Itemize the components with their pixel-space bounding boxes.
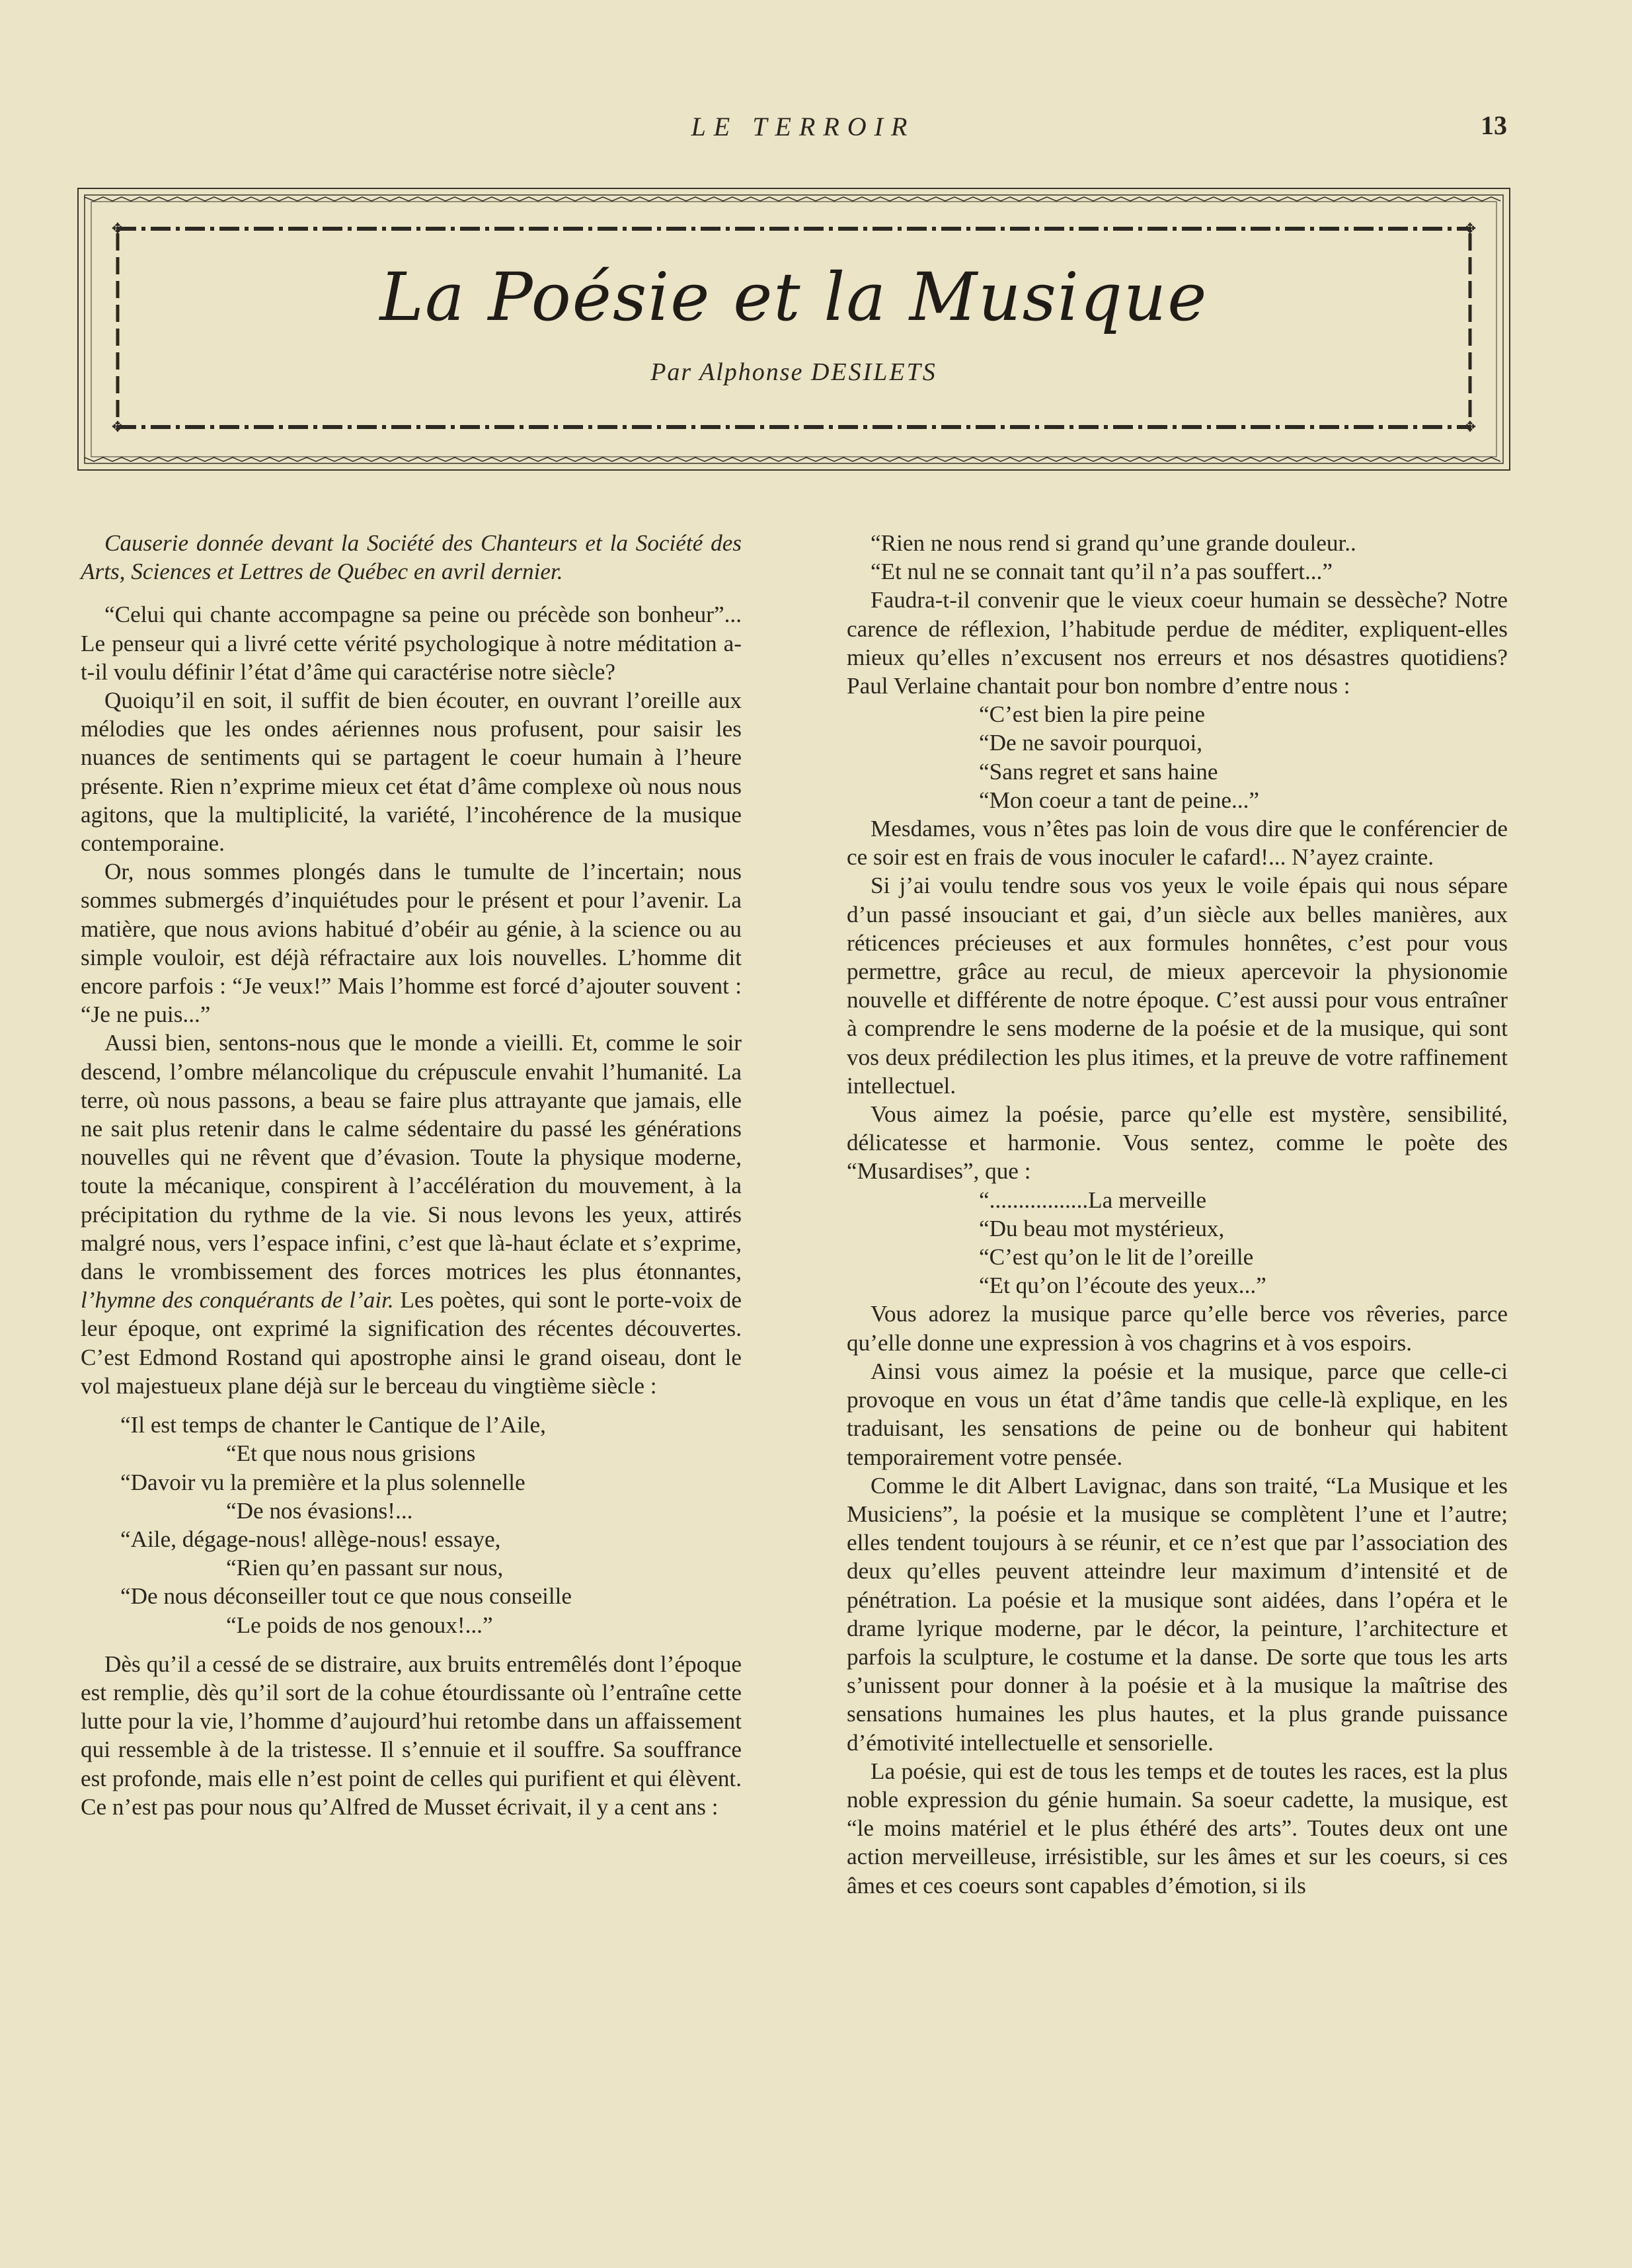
- paragraph: Si j’ai voulu tendre sous vos yeux le voile épais qui nous sépare d’un passé insouciant et gai, d’un siècle aux belles manières, aux réticences précieuses et aux formules honnêtes, c’est pour vous permettre, grâce au recul, de mieux apercevoir la physionomie nouvelle et différente de notre époque. C’est aussi pour vous entraîner à comprendre le sens moderne de la poésie et de la musique, qui sont vos deux prédilection les plus itimes, et la preuve de votre raffinement intellectuel.: [847, 873, 1508, 1099]
- byline: [77, 358, 1511, 387]
- svg-text:✥: ✥: [111, 221, 124, 237]
- intro-note: Causerie donnée devant la Société des Chanteurs et la Société des Arts, Sciences et Lettres de Québec en avril dernier.: [81, 530, 742, 585]
- poem-line: “Et qu’on l’écoute des yeux...”: [979, 1272, 1266, 1299]
- musardises-poem: [847, 1186, 1508, 1300]
- right-column: [847, 529, 1508, 1900]
- poem-line: “C’est qu’on le lit de l’oreille: [979, 1244, 1254, 1271]
- poem-line: “Du beau mot mystérieux,: [979, 1215, 1225, 1241]
- page-number: 13: [1481, 110, 1507, 140]
- svg-text:✥: ✥: [111, 419, 124, 436]
- paragraph: [81, 1029, 742, 1400]
- svg-text:✥: ✥: [1463, 221, 1477, 237]
- poem-line: “De nous déconseiller tout ce que nous conseille: [120, 1583, 572, 1610]
- svg-text:✥: ✥: [1463, 419, 1477, 436]
- poem-line: “De ne savoir pourquoi,: [979, 730, 1203, 756]
- poem-line: “Mon coeur a tant de peine...”: [979, 787, 1260, 813]
- paragraph: Quoiqu’il en soit, il suffit de bien écouter, en ouvrant l’oreille aux mélodies que les ondes aériennes nous profusent, pour saisir les nuances de sentiments qui se partagent le coeur humain à l’heure présente. Rien n’exprime mieux cet état d’âme complexe où nous nous agitons, que la multiplicité, la variété, l’incohérence de la musique contemporaine.: [81, 687, 742, 857]
- rostand-poem: [81, 1411, 742, 1639]
- paragraph-text: Les poètes, qui sont le porte-voix de leur époque, ont exprimé la signification des récentes découvertes. C’est Edmond Rostand qui apostrophe ainsi le grand oiseau, dont le vol majestueux plane déjà sur le berceau du vingtième siècle :: [81, 1287, 742, 1399]
- poem-line: “Rien qu’en passant sur nous,: [226, 1555, 504, 1581]
- poem-line: “Aile, dégage-nous! allège-nous! essaye,: [120, 1526, 501, 1552]
- byline-author: DESILETS: [810, 358, 937, 386]
- musset-quote-line: “Et nul ne se connait tant qu’il n’a pas souffert...”: [871, 559, 1333, 585]
- poem-line: “Davoir vu la première et la plus solennelle: [120, 1469, 525, 1495]
- paragraph: Or, nous sommes plongés dans le tumulte de l’incertain; nous sommes submergés d’inquiétudes pour le présent et pour l’avenir. La matière, que nous avions habitué d’obéir au génie, à la science ou au simple vouloir, est déjà réfractaire aux lois nouvelles. L’homme dit encore parfois : “Je veux!” Mais l’homme est forcé d’ajouter souvent : “Je ne puis...”: [81, 859, 742, 1028]
- paragraph: Dès qu’il a cessé de se distraire, aux bruits entremêlés dont l’époque est remplie, dès qu’il sort de la cohue étourdissante où l’entraîne cette lutte pour la vie, l’homme d’aujourd’hui retombe dans un affaissement qui ressemble à de la tristesse. Il s’ennuie et il souffre. Sa souffrance est profonde, mais elle n’est point de celles qui purifient et qui élèvent. Ce n’est pas pour nous qu’Alfred de Musset écrivait, il y a cent ans :: [81, 1651, 742, 1820]
- verlaine-poem: [847, 700, 1508, 814]
- page-header: [79, 104, 1527, 144]
- article-title: La Poésie et la Musique: [379, 258, 1208, 336]
- paragraph: “Celui qui chante accompagne sa peine ou précède son bonheur”... Le penseur qui a livré cette vérité psychologique à notre méditation a-t-il voulu définir l’état d’âme qui caractérise notre siècle?: [81, 602, 742, 685]
- paragraph: Vous aimez la poésie, parce qu’elle est mystère, sensibilité, délicatesse et harmonie. Vous sentez, comme le poète des “Musardises”, que :: [847, 1101, 1508, 1185]
- paragraph: Vous adorez la musique parce qu’elle berce vos rêveries, parce qu’elle donne une expression à vos chagrins et à vos espoirs.: [847, 1301, 1508, 1356]
- poem-line: “Il est temps de chanter le Cantique de l’Aile,: [120, 1412, 546, 1438]
- paragraph: La poésie, qui est de tous les temps et de toutes les races, est la plus noble expression du génie humain. Sa soeur cadette, la musique, est “le moins matériel et le plus éthéré des arts”. Toutes deux ont une action merveilleuse, irrésistible, sur les âmes et sur les coeurs, si ces âmes et ces coeurs sont capables d’émotion, si ils: [847, 1758, 1508, 1898]
- musset-quote-line: “Rien ne nous rend si grand qu’une grande douleur..: [871, 530, 1356, 556]
- left-column: [81, 529, 742, 1821]
- poem-line: “De nos évasions!...: [226, 1497, 413, 1524]
- byline-prefix: Par Alphonse: [650, 358, 811, 386]
- poem-line: “Et que nous nous grisions: [226, 1440, 476, 1467]
- title-frame: [77, 187, 1511, 471]
- paragraph-text: Aussi bien, sentons-nous que le monde a vieilli. Et, comme le soir descend, l’ombre mélancolique du crépuscule envahit l’humanité. La terre, où nous passons, a beau se faire plus attrayante que jamais, elle ne sait plus retenir dans le calme sédentaire du passé les générations nouvelles qui ne rêvent que d’évasion. Toute la physique moderne, toute la mécanique, conspirent à l’accélération du mouvement, à la précipitation du rythme de la vie. Si nous levons les yeux, attirés malgré nous, vers l’espace infini, c’est que là-haut éclate et s’exprime, dans le vrombissement des forces motrices les plus étonnantes,: [81, 1030, 742, 1285]
- poem-line: “.................La merveille: [979, 1187, 1206, 1213]
- paragraph: Comme le dit Albert Lavignac, dans son traité, “La Musique et les Musiciens”, la poésie et la musique se complètent l’une et l’autre; elles tendent toujours à se réunir, et ce n’est que par l’association des deux qu’elles peuvent atteindre leur maximum d’intensité et de pénétration. La poésie et la musique sont aidées, dans l’opéra et le drame lyrique moderne, par le décor, la peinture, l’architecture et parfois la sculpture, le costume et la danse. De sorte que tous les arts s’unissent pour donner à la poésie et à la musique la maîtrise des sensations humaines les plus hautes, et la plus grande puissance d’émotivité intellectuelle et sensorielle.: [847, 1472, 1508, 1756]
- italic-quote: l’hymne des conquérants de l’air.: [81, 1287, 394, 1313]
- poem-line: “Le poids de nos genoux!...”: [226, 1612, 493, 1638]
- paragraph: Ainsi vous aimez la poésie et la musique, parce que celle-ci provoque en vous un état d’âme tandis que celle-là explique, en les traduisant, les sensations de peine ou de bonheur qui habitent temporairement votre pensée.: [847, 1358, 1508, 1470]
- poem-line: “C’est bien la pire peine: [979, 701, 1205, 728]
- paragraph: Mesdames, vous n’êtes pas loin de vous dire que le conférencier de ce soir est en frais de vous inoculer le cafard!... N’ayez crainte.: [847, 816, 1508, 871]
- paragraph: Faudra-t-il convenir que le vieux coeur humain se dessèche? Notre carence de réflexion, l’habitude perdue de méditer, expliquent-elles mieux qu’elles n’excusent nos erreurs et nos désastres quotidiens? Paul Verlaine chantait pour bon nombre d’entre nous :: [847, 587, 1508, 699]
- running-title: LE TERROIR: [691, 112, 915, 141]
- poem-line: “Sans regret et sans haine: [979, 758, 1218, 785]
